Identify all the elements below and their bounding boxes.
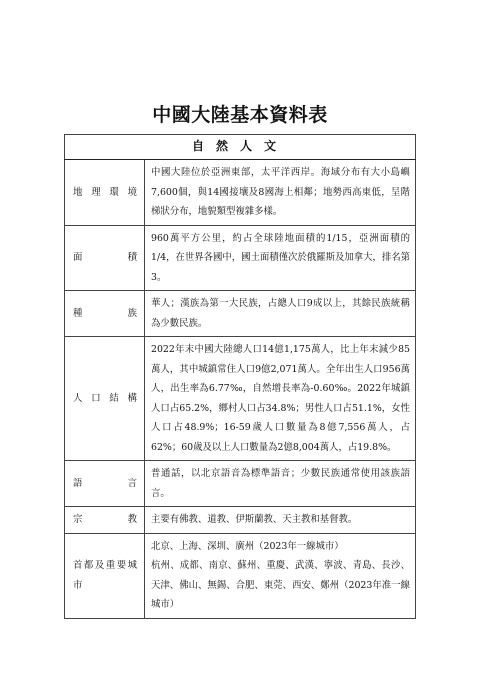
table-row — [65, 291, 416, 337]
table-row — [65, 225, 416, 291]
document-title: 中國大陸基本資料表 — [152, 104, 328, 126]
row-value-area: 960萬平方公里，約占全球陸地面積的1/15，亞洲面積的1/4，在世界各國中，國土面積僅次於俄羅斯及加拿大，排名第3。 — [145, 225, 416, 291]
table-row — [65, 533, 416, 618]
row-label-ethnicity: 種族 — [65, 291, 145, 337]
row-label-religion: 宗教 — [65, 507, 145, 534]
first-tier-cities: 北京、上海、深圳、廣州（2023年一線城市） — [151, 540, 344, 552]
row-label-cities: 首都及重要城市 — [65, 533, 145, 618]
basic-info-table — [64, 134, 416, 619]
section-header-row — [65, 135, 416, 160]
row-value-population: 2022年末中國大陸總人口14億1,175萬人，比上年末減少85萬人，其中城鎮常住人口9億2,071萬人。全年出生人口956萬人，出生率為6.77‰，自然增長率為-0.60‰。2022年城鎮人口占65.2%，鄉村人口占34.8%；男性人口占51.1%，女性人口占48.9%；16-59歲人口數量為8億7,556萬人，占62%；60歲及以上人口數量為2億8,004萬人，占19.8%。 — [145, 337, 416, 461]
row-value-cities — [145, 533, 416, 618]
row-value-ethnicity: 華人；漢族為第一大民族，占總人口9成以上，其餘民族統稱為少數民族。 — [145, 291, 416, 337]
section-title: 自然人文 — [65, 135, 416, 160]
row-label-geography: 地理環境 — [65, 160, 145, 226]
new-first-tier-cities: 杭州、成都、南京、蘇州、重慶、武漢、寧波、青島、長沙、天津、佛山、無錫、合肥、東莞、西安、鄭州（2023年准一線城市） — [151, 560, 410, 610]
row-label-language: 語言 — [65, 461, 145, 507]
table-row — [65, 160, 416, 226]
row-label-area: 面積 — [65, 225, 145, 291]
row-label-population: 人口結構 — [65, 337, 145, 461]
row-value-geography: 中國大陸位於亞洲東部，太平洋西岸。海域分布有大小島嶼7,600個，與14國接壤及8國海上相鄰；地勢西高東低，呈階梯狀分布，地貌類型複雜多樣。 — [145, 160, 416, 226]
table-row — [65, 507, 416, 534]
row-value-religion: 主要有佛教、道教、伊斯蘭教、天主教和基督教。 — [145, 507, 416, 534]
row-value-language: 普通話，以北京語音為標準語音；少數民族通常使用該族語言。 — [145, 461, 416, 507]
table-row — [65, 461, 416, 507]
table-row — [65, 337, 416, 461]
